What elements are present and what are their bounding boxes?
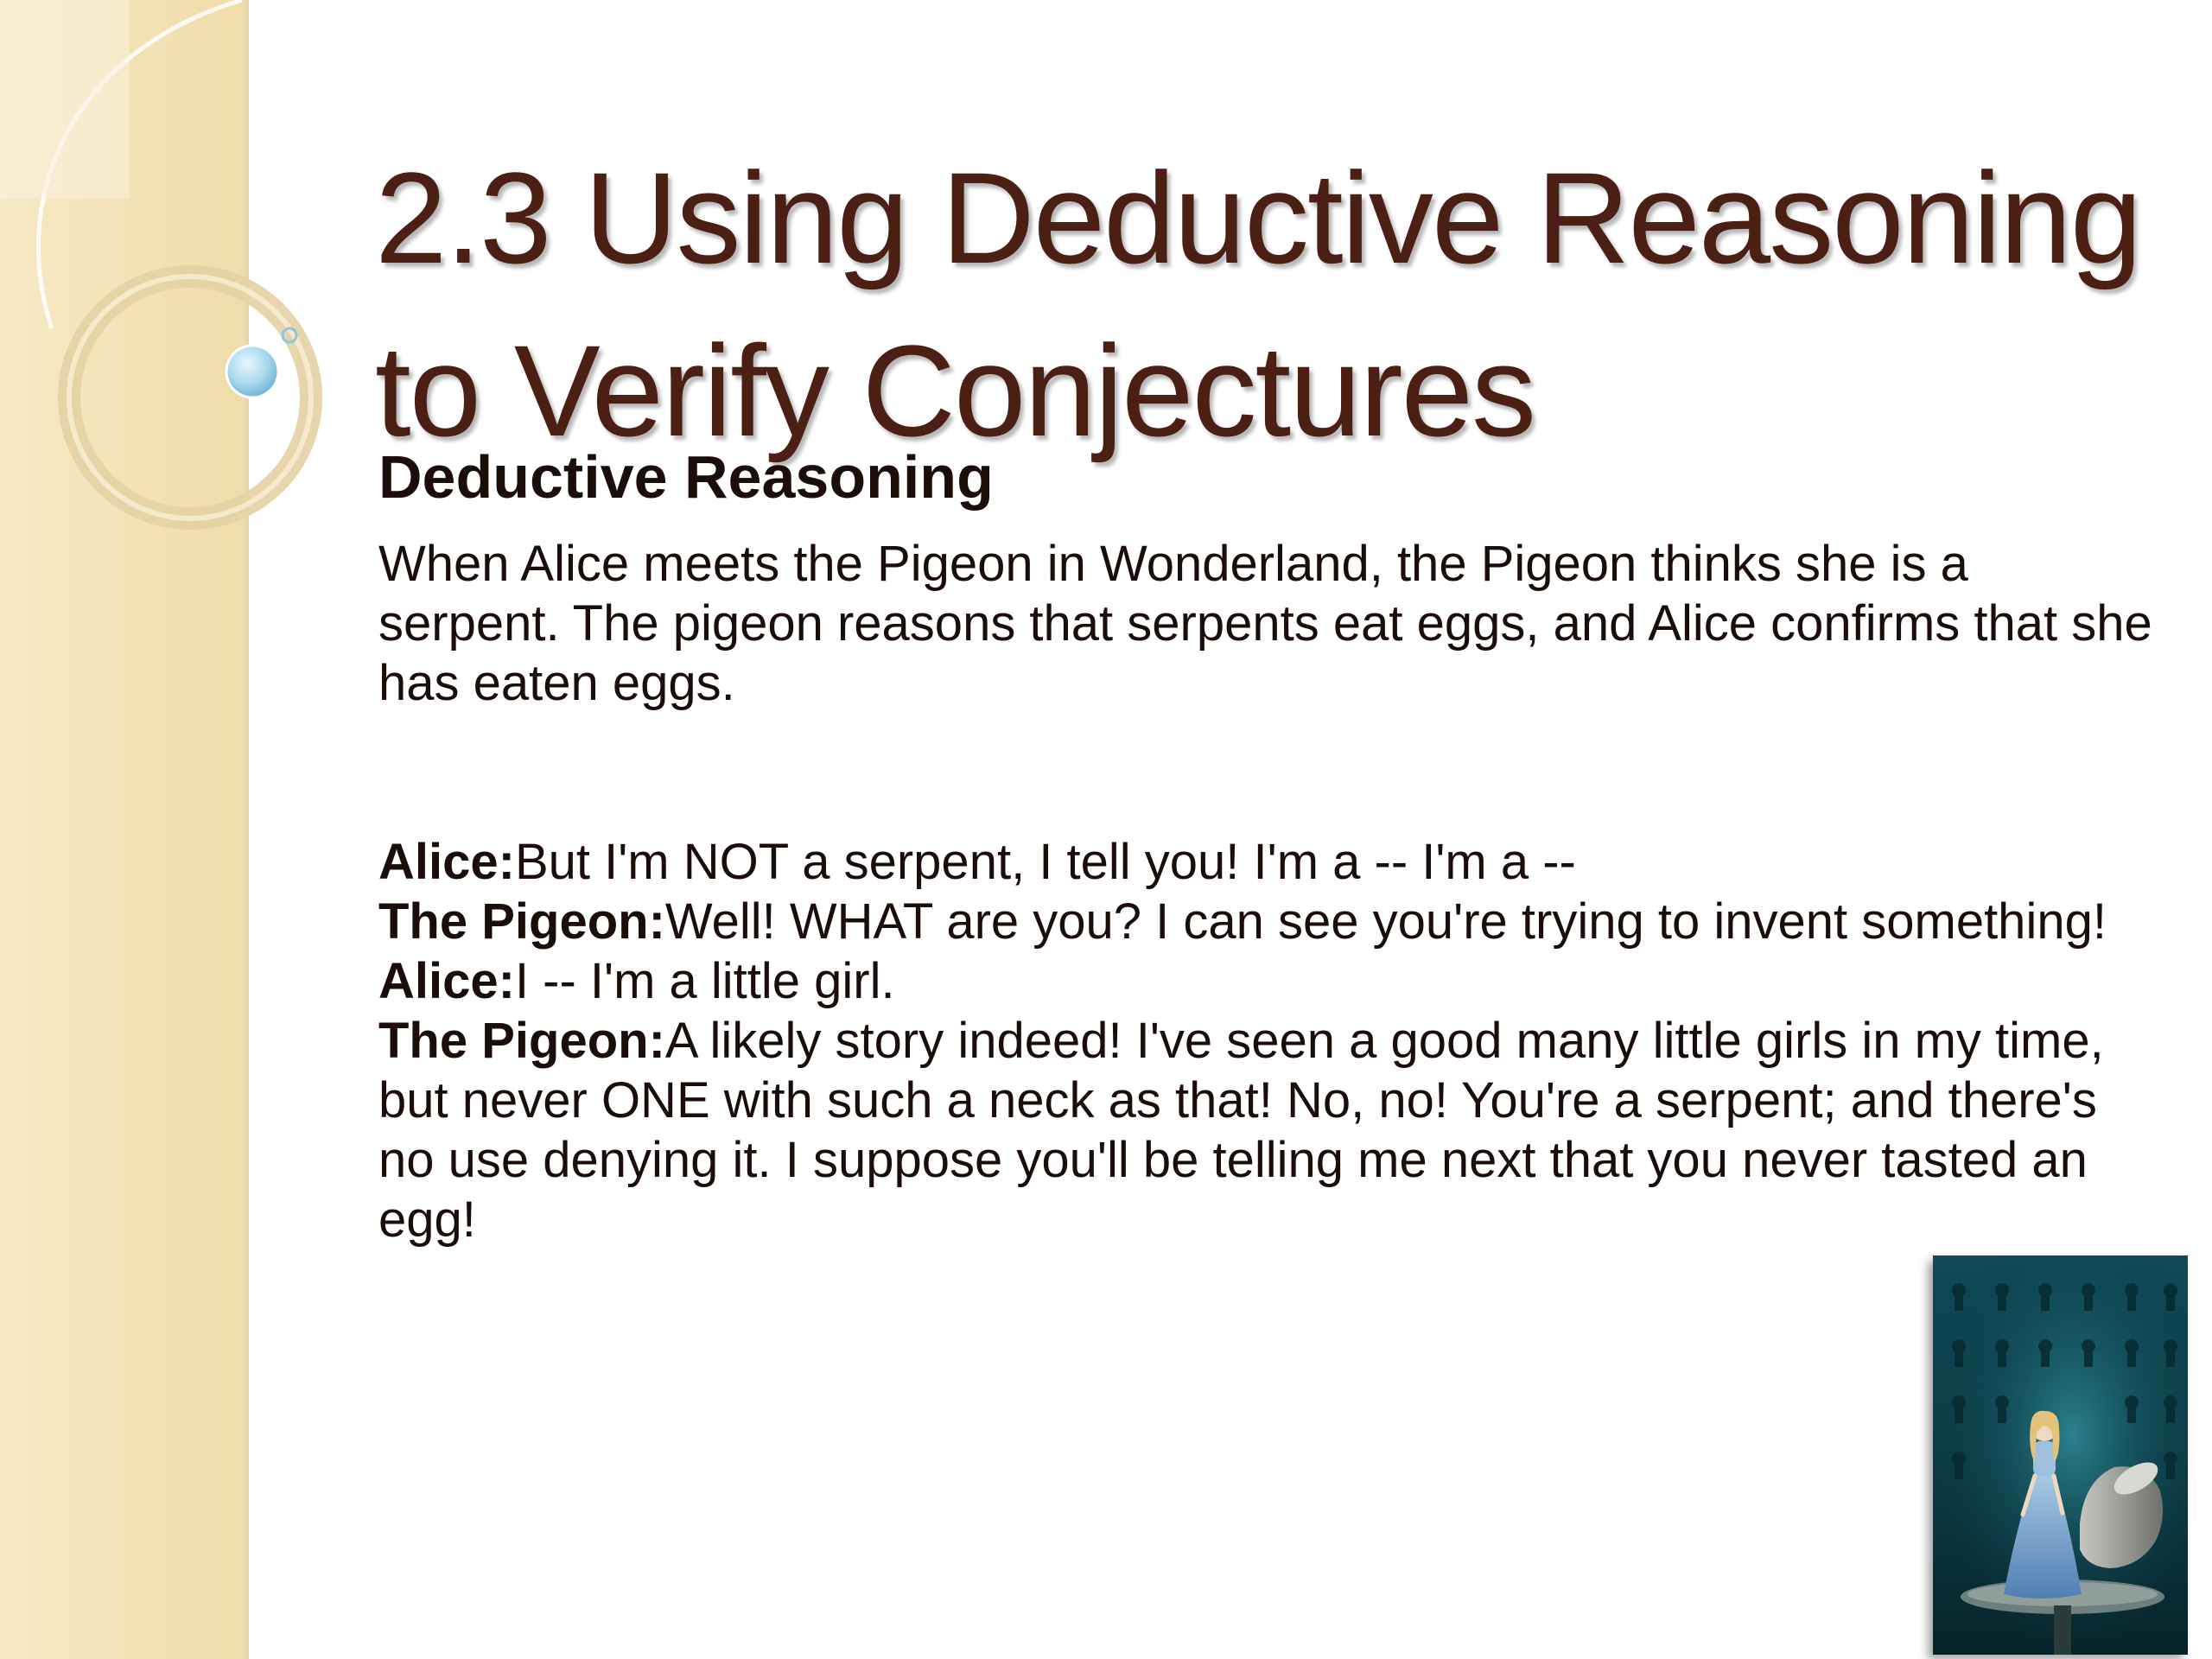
speaker-label: Alice: (378, 953, 515, 1009)
dialogue-text: Well! WHAT are you? I can see you're trying to invent something! (664, 893, 2107, 950)
slide-body (378, 534, 2158, 1249)
dialogue-text: A likely story indeed! I've seen a good many little girls in my time, but never ONE with such a neck as that! No, no! You're a serpent; and there's no use denying it. I suppose you'll be telling me next that you never tasted an egg! (378, 1013, 2104, 1248)
dialogue-line (378, 951, 2158, 1011)
speaker-label: The Pigeon: (378, 1013, 665, 1069)
intro-paragraph: When Alice meets the Pigeon in Wonderland, the Pigeon thinks she is a serpent. The pigeon reasons that serpents eat eggs, and Alice confirms that she has eaten eggs. (378, 536, 2152, 711)
dialogue-line (378, 892, 2158, 951)
decorative-circles (0, 0, 363, 605)
light-panel (0, 0, 130, 199)
title-line-2: to Verify Conjectures (375, 318, 1535, 463)
dialogue (378, 832, 2158, 1249)
dialogue-text: I -- I'm a little girl. (514, 953, 895, 1009)
alice-illustration (1933, 1255, 2188, 1655)
section-subheading: Deductive Reasoning (378, 443, 994, 511)
dialogue-text: But I'm NOT a serpent, I tell you! I'm a -- I'm a -- (514, 834, 1576, 890)
speaker-label: Alice: (378, 834, 515, 890)
dialogue-line (378, 832, 2158, 892)
bubble-icon (226, 346, 278, 397)
slide-title (375, 131, 2155, 477)
dialogue-line (378, 1011, 2158, 1249)
title-line-1: 2.3 Using Deductive Reasoning (375, 145, 2141, 290)
speaker-label: The Pigeon: (378, 893, 665, 950)
large-ring-highlight (69, 276, 311, 518)
